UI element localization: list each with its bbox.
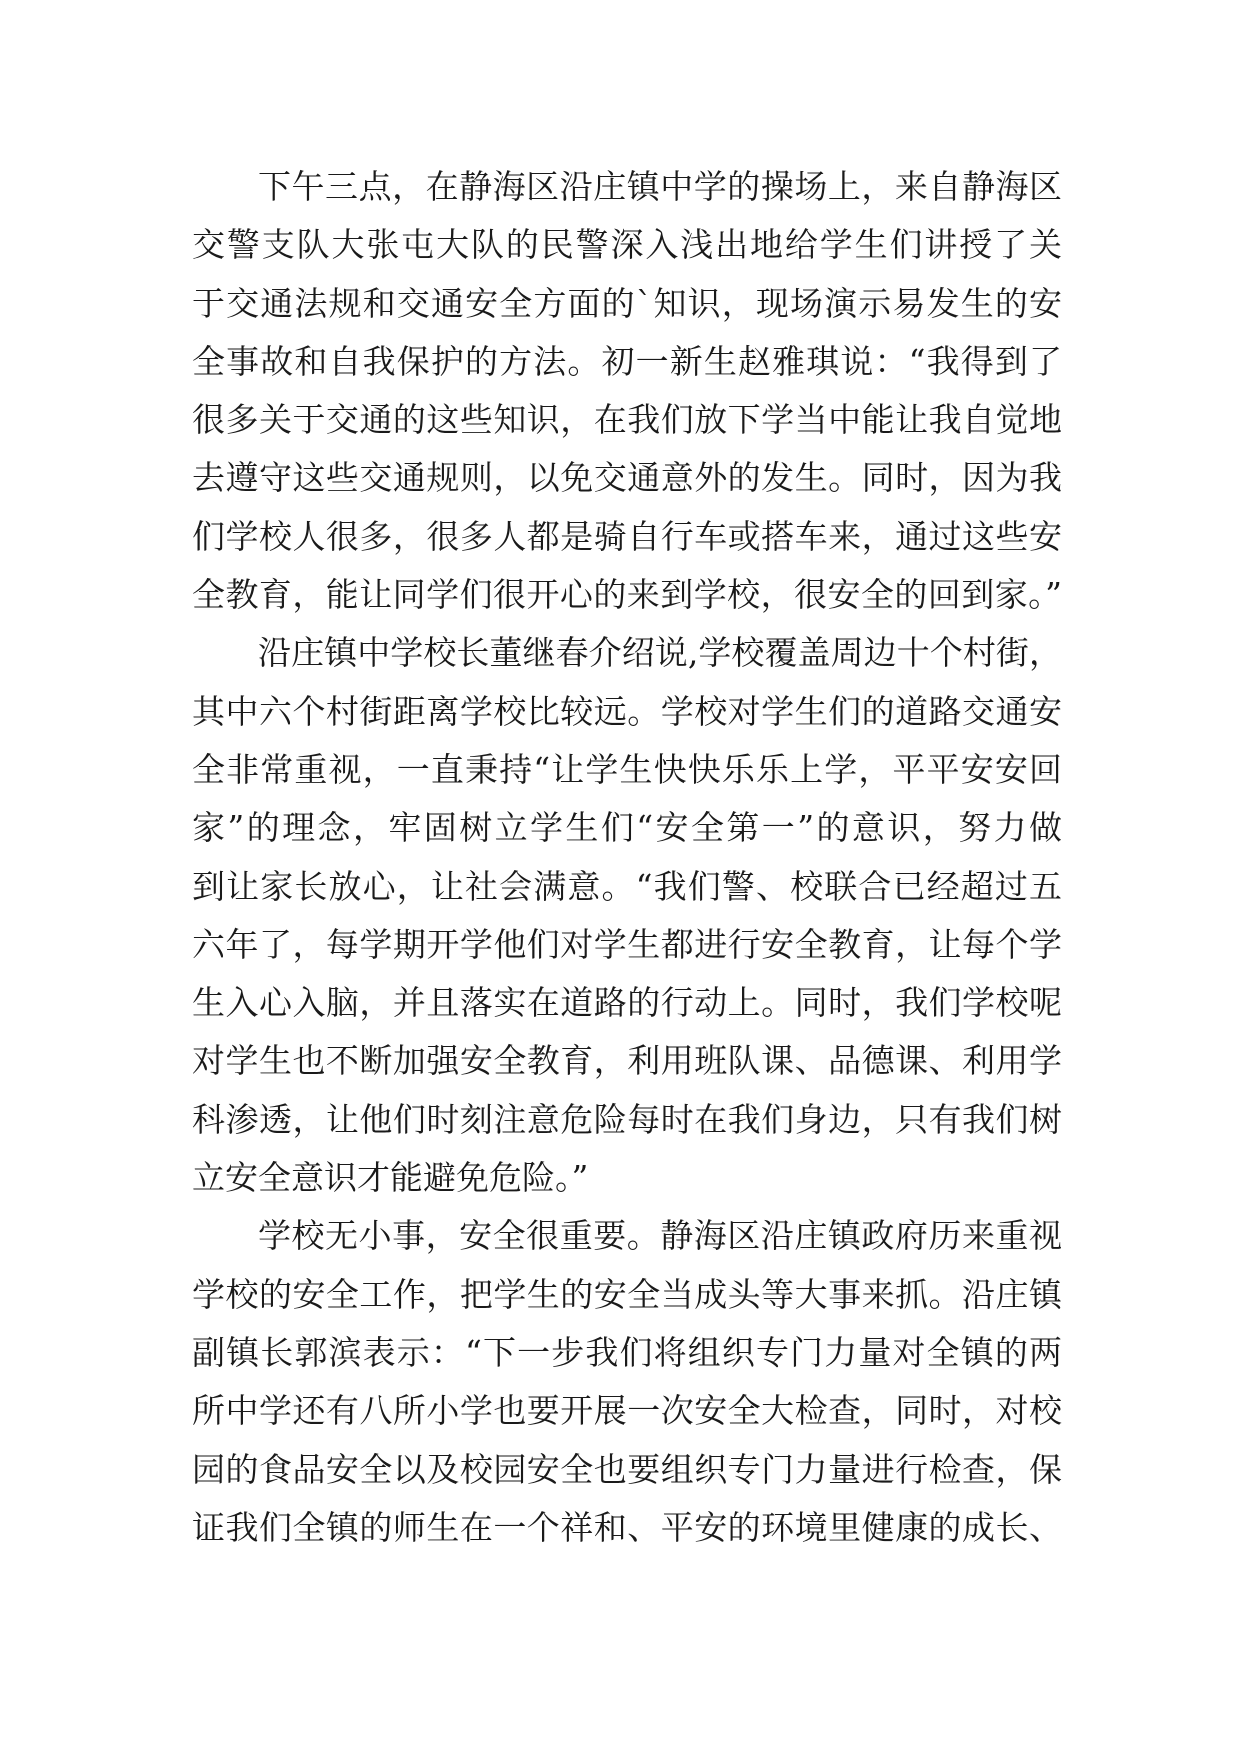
paragraph-2	[192, 624, 1062, 1207]
document-body	[192, 158, 1062, 1557]
text-line: 家”的理念，牢固树立学生们“安全第一”的意识，努力做	[192, 808, 1062, 848]
text-line: 们学校人很多，很多人都是骑自行车或搭车来，通过这些安	[192, 516, 1062, 556]
text-line: 科渗透，让他们时刻注意危险每时在我们身边，只有我们树	[192, 1099, 1062, 1139]
text-line: 立安全意识才能避免危险。”	[192, 1158, 589, 1198]
text-line: 生入心入脑，并且落实在道路的行动上。同时，我们学校呢	[192, 983, 1062, 1023]
text-line: 其中六个村街距离学校比较远。学校对学生们的道路交通安	[192, 691, 1062, 731]
text-line: 全教育，能让同学们很开心的来到学校，很安全的回到家。”	[192, 575, 1062, 615]
text-line: 对学生也不断加强安全教育，利用班队课、品德课、利用学	[192, 1041, 1062, 1081]
text-line: 学校无小事，安全很重要。静海区沿庄镇政府历来重视	[258, 1216, 1062, 1256]
text-line: 沿庄镇中学校长董继春介绍说,学校覆盖周边十个村街，	[258, 633, 1062, 673]
text-line: 所中学还有八所小学也要开展一次安全大检查，同时，对校	[192, 1391, 1062, 1431]
text-line: 去遵守这些交通规则，以免交通意外的发生。同时，因为我	[192, 458, 1062, 498]
text-line: 园的食品安全以及校园安全也要组织专门力量进行检查，保	[192, 1449, 1062, 1489]
text-line: 于交通法规和交通安全方面的`知识，现场演示易发生的安	[192, 283, 1062, 323]
text-line: 全非常重视，一直秉持“让学生快快乐乐上学，平平安安回	[192, 749, 1062, 789]
text-line: 很多关于交通的这些知识，在我们放下学当中能让我自觉地	[192, 400, 1062, 440]
text-line: 全事故和自我保护的方法。初一新生赵雅琪说：“我得到了	[192, 341, 1062, 381]
text-line: 证我们全镇的师生在一个祥和、平安的环境里健康的成长、	[192, 1507, 1062, 1547]
paragraph-1	[192, 158, 1062, 624]
paragraph-3	[192, 1207, 1062, 1557]
text-line: 副镇长郭滨表示：“下一步我们将组织专门力量对全镇的两	[192, 1332, 1062, 1372]
text-line: 学校的安全工作，把学生的安全当成头等大事来抓。沿庄镇	[192, 1274, 1062, 1314]
text-line: 到让家长放心，让社会满意。“我们警、校联合已经超过五	[192, 866, 1062, 906]
text-line: 六年了，每学期开学他们对学生都进行安全教育，让每个学	[192, 924, 1062, 964]
text-line: 下午三点，在静海区沿庄镇中学的操场上，来自静海区	[258, 167, 1062, 206]
text-line: 交警支队大张屯大队的民警深入浅出地给学生们讲授了关	[192, 225, 1062, 265]
